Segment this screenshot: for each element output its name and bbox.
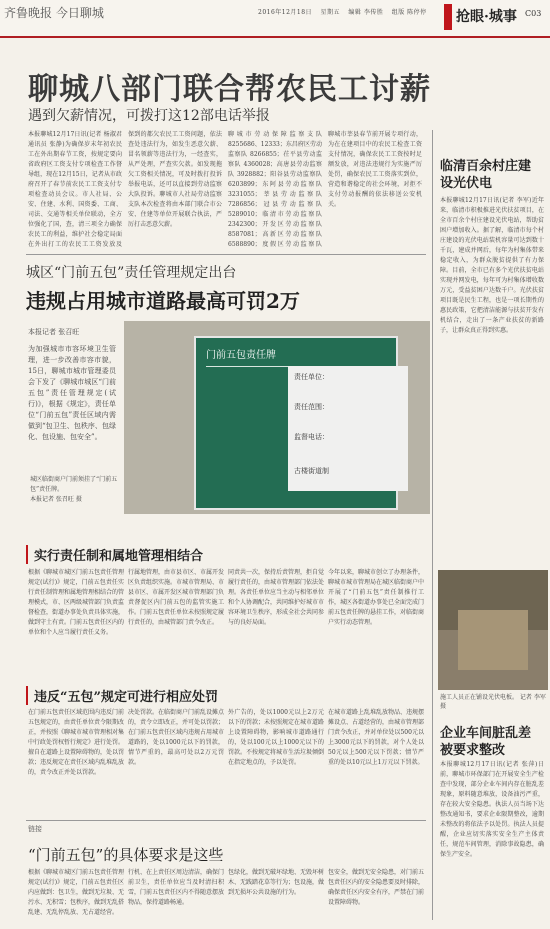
side-body: 本报聊城12月17日讯(记者 李军)近年来，临清市积极推进光伏扶贫项目，在全市百余个村庄建设光伏电站，帮助贫困户增加收入。据了解，临清市每个村庄建设的光伏电站装机容量可达到数十千瓦，建成并网后，每年为村集体带来稳定收入，为群众脱贫提供了有力保障。目前，全市已有多个光伏扶贫电站实现并网发电，每年可为村集体增收数万元，受益贫困户达数千户。光伏扶贫项目既是民生工程，也是一项长期性的惠民政策，它把清洁能源与扶贫开发有机结合，走出了一条产业扶贫的新路子，让群众真正得到实惠。 [440,197,544,334]
section-2-column-2: 决处罚款。在临街商户门前乱设摊点的，责令立即改正，并可处以罚款；在门前五包责任区域内违规占用城市道路的，处以1000元以下的罚款，情节严重的，最高可处以2万元罚款。 [128,709,224,766]
box-column-2: 行机、在上责任区周边清洁，确保门前卫生，责任单位应当及时清扫积雪，门前五包责任区内不得随意摆放物品，保持道路畅通。 [128,869,224,906]
article-kicker: 城区“门前五包”责任管理规定出台 [26,265,237,281]
section-heading-1: 实行责任制和属地管理相结合 [26,545,203,564]
article-headline: 违规占用城市道路最高可罚2万 [26,289,300,313]
main-column-2: 保到的都欠农民工工资问题，依法查处违法行为，如发生恶意欠薪、冒名领薪等违法行为，一经查实，从严处理，严查实欠款。如发现拖欠工资相关情况，可及时拨打投诉举报电话，还可以直接到劳动监察大队投诉。聊城市人社局劳动监察支队本次检查将由本部门联合市公安、住建等单位开展联合执法，严厉打击恶意欠薪。 [128,131,222,228]
box-title: “门前五包”的具体要求是这些 [28,846,224,864]
page-number: C03 [525,9,542,18]
issue-weekday: 星期五 [320,9,340,16]
main-column-1: 本报聊城12月17日讯(记者 杨淑君 通讯员 张静)为确保岁末年初农民工在外出期春节工资，按规定要向省政府区工资支付专项检查工作督导组，现在12月15日，记者从市政府召开了春节前农民工工资支付专项检查动员会议。市人社局、公安、住建、水利、国资委、工商、司法、交通等相关单位联动，全方位强化了国，查，清三项全力确保农民工的利益，维护社会稳定局面在外出打工的农民工工资发放及 [28,131,122,248]
photo-caption [30,475,120,505]
section-divider [26,254,426,255]
page-meta [258,7,433,16]
sign-line-2: 责任范围： [294,403,329,411]
sign-title: 门前五包责任牌 [206,350,276,361]
responsibility-sign-photo [124,321,430,514]
side-headline-2: 企业车间脏乱差被要求整改 [440,726,532,758]
photo-credit: 本报记者 张召旺 摄 [30,496,82,503]
designer-credit: 组版 陈停停 [391,9,427,16]
side-headline: 临清百余村庄建设光伏电 [440,159,532,191]
box-column-4: 包安全，做到无安全隐患，对门前五包责任区内的安全隐患要及时排除，确保责任区内安全有序，严禁在门前设置障碍物。 [328,869,424,906]
main-column-4: 聊城市莘县春节前开展专项行动，为在在建项目中的农民工检查工资支付情况，确保农民工工资按时足额发放，对违法违规行为实施严厉处罚，确保农民工工资落实到位，营造和谐稳定的社会环境，对拒不支付劳动报酬的依法移送公安机关。 [328,131,422,208]
sign-line-4: 古楼街道制 [294,467,329,475]
box-column-3: 包绿化，做到无破坏绿地、无毁坏树木、无践踏花草等行为；包设施，做到无损坏公共设施的行为。 [228,869,324,896]
box-column-1: 根据《聊城市城区门前五包责任管理规定(试行)》规定，门前五包责任区内应做到：包卫生，做到无垃圾、无污水、无积雪；包秩序，做到无乱搭乱建、无乱停乱放、无占道经营。 [28,869,124,916]
section-1-column-1: 根据《聊城市城区门前五包责任管理规定(试行)》规定，门前五包责任实行责任制管理和属地管理相结合的管理模式，市、区两级城管部门负责监督检查，街道办事处负责具体实施，做到守土有责。门前五包责任区内的单位和个人应当履行责任义务。 [28,569,124,636]
sign-line-3: 监督电话： [294,433,329,441]
newspaper-logo: 齐鲁晚报 今日聊城 [4,6,104,20]
solar-panel-photo [438,570,548,690]
section-marker [444,4,452,30]
sign-line-1: 责任单位： [294,373,329,381]
side-body-2: 本报聊城12月17日讯(记者 张萍)日前，聊城市环保部门在开展安全生产检查中发现，部分企业车间内存在脏乱差现象，原料随意堆放，设备油污严重，存在较大安全隐患。执法人员当场下达整改通知书，要求企业限期整改，逾期未整改的将依法予以处罚。执法人员提醒，企业应切实落实安全生产主体责任，规范车间管理，消除事故隐患，确保生产安全。 [440,761,544,858]
section-title: 抢眼·城事 [456,9,517,25]
responsibility-sign [194,336,398,510]
main-subheadline: 遇到欠薪情况，可拨打这12部电话举报 [28,108,270,124]
section-2-column-1: 在门前五包责任区域范围内违反门前五包规定的，由责任单位责令限期改正，并按照《聊城市城市管理相对集中行政处罚权暂行规定》进行处罚。擅自在道路上设置障碍物的，处以罚款；违反规定在责任区域内乱堆乱放的，责令改正并处以罚款。 [28,709,124,776]
article-byline: 本报记者 张召旺 [28,328,80,336]
main-column-3: 聊城市劳动保障监察支队 8255686、12333；东昌府区劳动监察队 8266855；茌平县劳动监察队 4360028；高唐县劳动监察队 3928882；阳谷县劳动监察队 6203899；东阿县劳动监察队 3231055；莘县劳动监察队 7286856；冠县劳动监察队 5289010；临清市劳动监察队 2342300；开发区劳动监察队 8587081；高新区劳动监察队 6588890；度假区劳动监察队 [228,131,322,248]
side-photo-caption: 施工人员正在铺设光伏电板。 记者 李军 摄 [440,694,546,710]
article-intro: 为加强城市市容环境卫生管理，进一步改善市容市貌，15日，聊城市城市管理委员会下发了《聊城市城区“门前五包”责任管理规定(试行)》，根据《规定》，责任单位“门前五包”责任区域内需做到“包卫生、包秩序、包绿化、包设施、包安全”。 [28,345,116,441]
column-divider [432,130,433,920]
section-1-column-3: 同责共一次，保持后责管理，拒自觉履行责任的，由城市管理部门依法处理。各责任单位应当主动与相邻单位和个人协调配合，共同维护好城市市容环境卫生秩序，形成全社会共同参与的良好局面。 [228,569,324,626]
editor-credit: 编辑 李传胜 [348,9,384,16]
photo-worker [458,610,528,670]
sign-plate [288,366,408,491]
section-heading-2: 违反“五包”规定可进行相应处罚 [26,686,218,705]
box-label: 链接 [28,825,42,833]
section-1-column-4: 今年以来，聊城市创立了办理条件，聊城市城市管理局在城区临街商户中开展了“门前五包”责任制推行工作，城区各街道办事处已全面完成门前五包责任牌的悬挂工作，对临街商户实行动态管理。 [328,569,424,626]
section-2-column-4: 在城市道路上乱堆乱放物品、违规摆摊设点、占道经营的，由城市管理部门责令改正，并对单位处以500元以上3000元以下的罚款，对个人处以50元以上500元以下罚款；情节严重的处以10元以上1万元以下罚款。 [328,709,424,766]
page-header [0,0,550,38]
section-2-column-3: 外广告的，处以1000元以上2万元以下的罚款；未按照规定在城市道路上设置障碍物，影响城市道路通行的，处以100元以上1000元以下的罚款。不按规定将城市生活垃圾倾倒在指定地点的，予以处罚。 [228,709,324,766]
box-divider [26,820,426,821]
photo-caption-text: 城区临街商户门前须挂了“门前五包”责任牌。 [30,476,118,493]
section-1-column-2: 行属地管理，由市县市区、市属开发区负责组织实施。市城市管理局、市县市区、市属开发区城市管理部门负责督促区内门前五包的监管实施工作。门前五包责任单位未按照规定履行责任的，由城管部门责令改正。 [128,569,224,626]
main-headline: 聊城八部门联合帮农民工讨薪 [28,72,431,107]
issue-date: 2016年12月18日 [258,9,313,16]
